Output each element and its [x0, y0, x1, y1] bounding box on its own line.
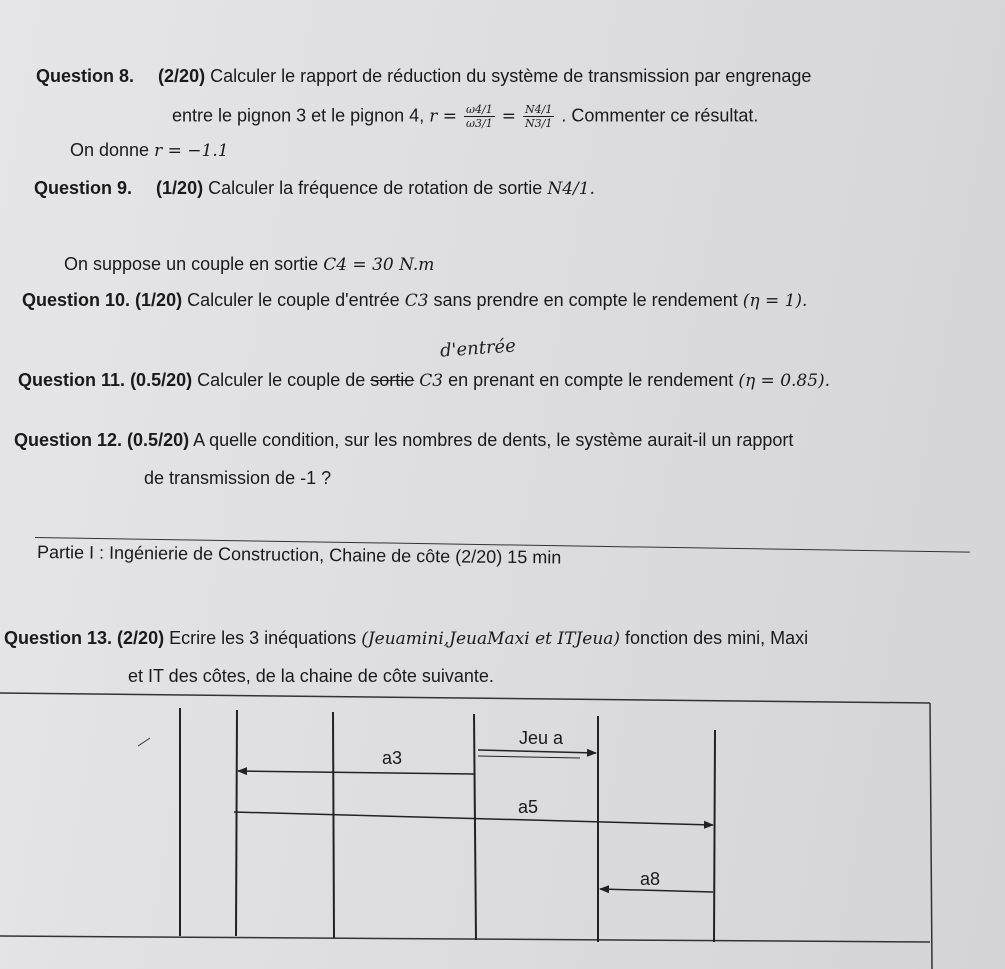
- question-number: Question 8.: [36, 66, 135, 86]
- clearance-jeu-label: Jeu a: [519, 728, 564, 748]
- question-text: Calculer le couple d'entrée: [187, 290, 400, 310]
- question-text: Calculer la fréquence de rotation de sortie: [208, 178, 543, 198]
- struck-word: sortie: [370, 370, 415, 390]
- question-10: [22, 290, 807, 311]
- question-math: C3: [404, 291, 429, 311]
- question-text: entre le pignon 3 et le pignon 4,: [172, 105, 425, 126]
- question-8-line2: [172, 103, 758, 130]
- question-points: (2/20): [117, 628, 165, 648]
- fraction-numerator: ω4/1: [466, 103, 493, 116]
- fraction-denominator: N3/1: [524, 117, 553, 130]
- dimension-a3-arrow: [238, 771, 474, 774]
- question-text: sans prendre en compte le rendement: [433, 290, 738, 310]
- question-math: N4/1.: [547, 179, 595, 199]
- question-number: Question 9.: [34, 178, 133, 198]
- question-number: Question 12.: [14, 430, 123, 450]
- question-text: A quelle condition, sur les nombres de dents, le système aurait-il un rapport: [193, 430, 794, 450]
- question-points: (1/20): [156, 178, 204, 198]
- question-text: en prenant en compte le rendement: [448, 370, 734, 390]
- clearance-jeu-line: [478, 756, 580, 758]
- given-label: On donne: [70, 140, 150, 160]
- question-13-line2: et IT des côtes, de la chaine de côte suivante.: [128, 666, 494, 686]
- frame-top: [0, 693, 930, 703]
- fraction-numerator: N4/1: [524, 103, 553, 116]
- handwritten-correction: d'entrée: [439, 335, 517, 362]
- dimension-a8-arrow: [600, 889, 713, 892]
- question-text: Calculer le rapport de réduction du système de transmission par engrenage: [210, 66, 812, 86]
- question-number: Question 11.: [18, 370, 126, 390]
- dimension-chain-diagram: [0, 690, 1005, 969]
- question-points: (0.5/20): [127, 430, 190, 450]
- question-math: (η = 0.85).: [738, 371, 831, 391]
- clearance-jeu-arrow: [478, 750, 596, 753]
- question-text: Ecrire les 3 inéquations: [169, 628, 357, 648]
- omega-fraction: [464, 103, 495, 130]
- question-8-line1: [36, 66, 811, 87]
- part-title: Partie I : Ingénierie de Construction, Chaine de côte (2/20) 15 min: [36, 542, 562, 568]
- question-points: (2/20): [158, 66, 206, 86]
- question-points: (1/20): [135, 290, 183, 310]
- given-c4: [64, 254, 434, 275]
- n-fraction: [523, 103, 554, 130]
- question-math: (Jeuamini,JeuaMaxi et ITJeua): [361, 629, 621, 649]
- frame-right: [930, 703, 932, 969]
- question-points: (0.5/20): [130, 370, 193, 390]
- question-number: Question 13.: [4, 628, 113, 648]
- question-text: Calculer le couple de: [197, 370, 366, 390]
- question-text: . Commenter ce résultat.: [561, 105, 759, 126]
- question-13-line1: [4, 628, 808, 649]
- question-9: [34, 178, 595, 199]
- question-math: (η = 1).: [742, 291, 808, 311]
- fraction-denominator: ω3/1: [466, 117, 493, 130]
- given-math: r = −1.1: [154, 141, 229, 161]
- question-11: [18, 370, 830, 391]
- question-number: Question 10.: [22, 290, 131, 310]
- r-symbol: r =: [429, 106, 457, 127]
- question-12-line2: de transmission de -1 ?: [144, 468, 332, 488]
- dimension-a8-label: a8: [640, 869, 661, 889]
- frame-bottom: [0, 936, 930, 942]
- question-math: C3: [419, 371, 444, 391]
- dimension-a3-label: a3: [382, 748, 403, 768]
- given-label: On suppose un couple en sortie: [64, 254, 319, 274]
- reference-line: [474, 714, 476, 940]
- reference-line: [714, 730, 715, 942]
- dimension-a5-label: a5: [518, 797, 539, 817]
- reference-line: [333, 712, 334, 938]
- pen-mark: [138, 738, 150, 746]
- given-r: [70, 140, 229, 161]
- reference-line: [236, 710, 237, 936]
- question-12-line1: [14, 430, 793, 451]
- equals-sign: =: [501, 106, 516, 127]
- given-math: C4 = 30 N.m: [323, 255, 435, 275]
- dimension-a5-arrow: [234, 812, 713, 825]
- question-text: fonction des mini, Maxi: [625, 628, 809, 648]
